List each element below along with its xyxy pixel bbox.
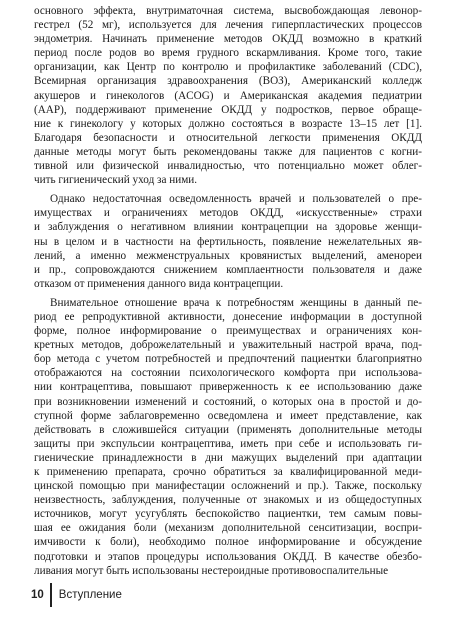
text-line: эндометрия. Начинать применение методов ОКДД возможно в краткий [34,33,422,46]
text-line: и пр., сопровождаются снижением комплаентности пользователя и даже [34,263,422,276]
text-line: (AAP), поддерживают применение ОКДД у подростков, первое обраще- [34,103,422,116]
text-line: к применению препарата, срочно обратиться за квалифицированной меди- [34,466,422,478]
text-line: Однако недостаточная осведомленность врачей и пользователей о пре- [50,193,422,206]
text-line: подготовки и этапов процедуры использования ОКДД. В качестве обезбо- [34,550,422,563]
text-line: неизвестность, заблуждения, полученные от знакомых и из общедоступных [34,494,422,507]
page-footer [31,584,122,606]
text-line: данные методы могут быть рекомендованы также для пациентов с когни- [34,145,422,158]
text-line: гиенические принадлежности в дни мажущих выделений при адаптации [34,451,422,464]
paragraph-1 [34,4,422,187]
text-line: при возникновении изменений и состояний, о которых она в простой и до- [34,395,422,408]
text-line: шая ее ожидания боли (механизм дополнительной сенситизации, воспри- [34,522,422,535]
text-line: основного эффекта, внутриматочная система, высвобождающая левонор- [34,5,422,17]
text-line: гестрел (52 мг), используется для лечения гиперпластических процессов [34,19,422,32]
text-line: источников, могут усугублять беспокойство пациентки, тем самым повы- [34,508,422,521]
text-line: ны в целом и в частности на фертильность, появление нежелательных яв- [34,235,422,248]
section-name: Вступление [58,589,122,601]
text-line: имчивости к боли), необходимо полное информирование и обсуждение [34,536,422,549]
footer-divider [50,583,52,607]
paragraph-3 [34,296,422,578]
text-line: тивной или физической инвалидностью, что потенциально может облег- [34,160,422,173]
text-line: защиты при экспульсии контрацептива, иметь при себе и использовать ги- [34,437,422,450]
text-line: чить гигиенический уход за ними. [34,174,198,187]
text-line: риод ее репродуктивной активности, донесение информации в доступной [34,310,422,323]
text-line: Внимательное отношение врача к потребностям женщины в данный пе- [50,296,422,309]
body-text [34,4,422,578]
text-line: Всемирная организация здравоохранения (ВОЗ), Американский колледж [34,75,422,88]
text-line: лений, а именно межменструальных кровянистых выделений, аменореи [34,249,422,262]
text-line: период после родов во время грудного вскармливания. Кроме того, такие [34,47,422,60]
text-line: отображаются на состоянии психологического комфорта при использова- [34,367,422,380]
text-line: ние к гинекологу у которых должно состояться в возрасте 13–15 лет [1]. [34,117,422,130]
text-line: ступной форме заблаговременно осведомлена и имеет представление, как [34,409,422,422]
text-line: и заблуждения о негативном влиянии контрацепции на здоровье женщи- [34,221,422,234]
paragraph-2 [34,192,422,291]
text-line: отказом от применения данного вида контрацепции. [34,277,284,290]
text-line: имуществах и ограничениях методов ОКДД, «искусственные» страхи [34,207,422,220]
text-line: действовать в сложившейся ситуации (применять дополнительные методы [34,423,422,436]
page-number: 10 [31,589,44,601]
text-line: ливания могут быть использованы нестероидные противовоспалительные [34,564,389,577]
text-line: нии контрацептива, повышают приверженность к ее использованию даже [34,381,422,394]
text-line: организации, как Центр по контролю и профилактике заболеваний (CDC), [34,61,422,74]
text-line: бор метода с учетом потребностей и предпочтений пациентки благоприятно [34,353,422,366]
text-line: цинской помощью при манифестации осложнений и пр.). Также, поскольку [34,480,422,493]
text-line: кретных методов, доброжелательный и уважительный настрой врача, под- [34,339,422,352]
text-line: Благодаря безопасности и относительной легкости применения ОКДД [34,131,422,144]
text-line: форме, полное информирование о преимуществах и ограничениях кон- [34,325,422,338]
text-line: акушеров и гинекологов (ACOG) и Американская академия педиатрии [34,89,422,102]
